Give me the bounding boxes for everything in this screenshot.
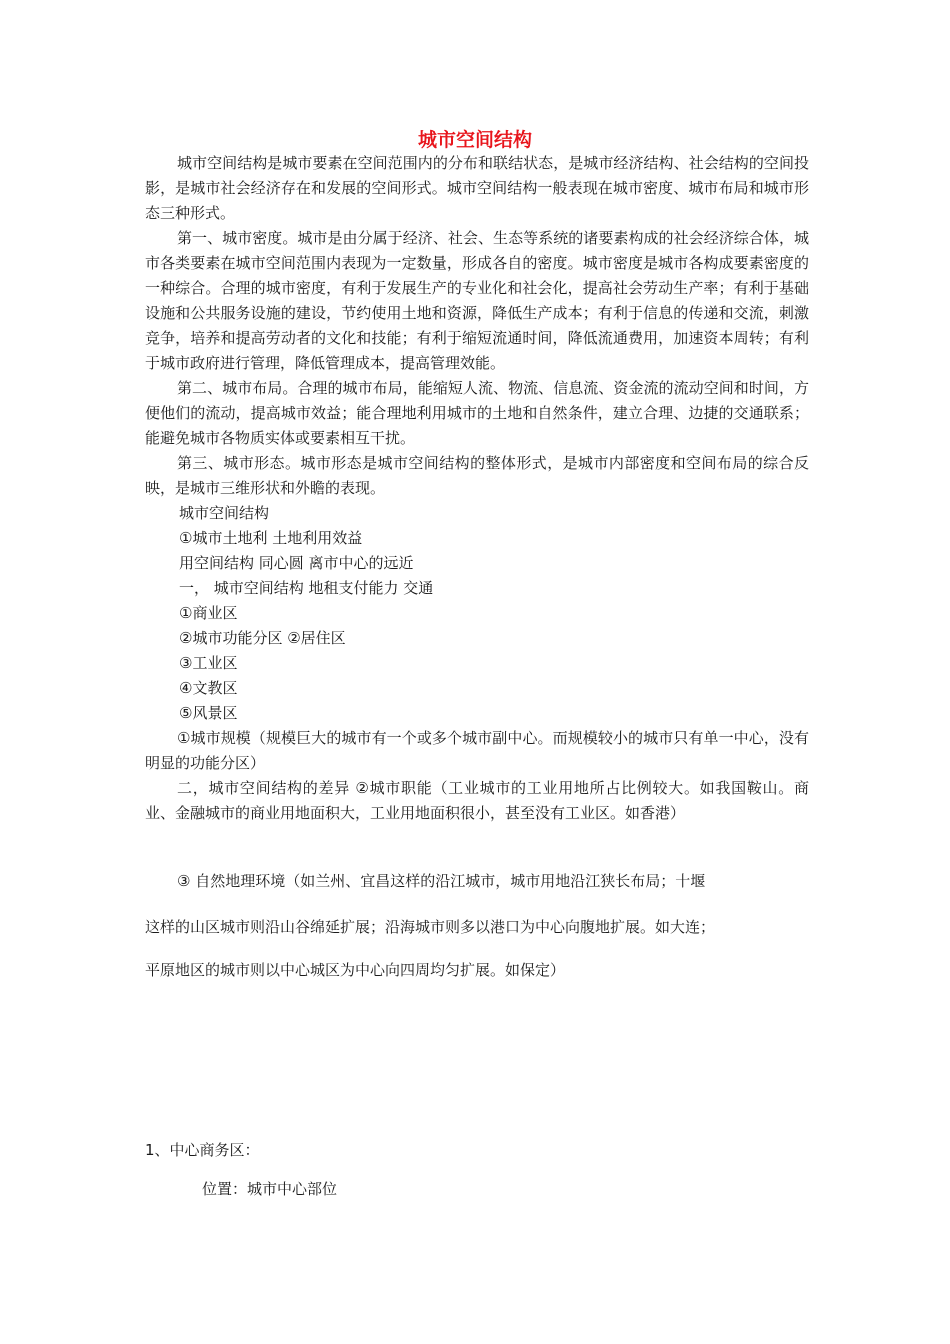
outline-line: ①商业区 (179, 604, 238, 622)
cbd-location: 位置：城市中心部位 (202, 1180, 338, 1198)
outline-line: ②城市功能分区 ②居住区 (179, 629, 346, 647)
density-paragraph: 第一、城市密度。城市是由分属于经济、社会、生态等系统的诸要素构成的社会经济综合体，城市各类要素在城市空间范围内表现为一定数量，形成各自的密度。城市密度是城市各构成要素密度的一种综合。合理的城市密度，有利于发展生产的专业化和社会化，提高社会劳动生产率；有利于基础设施和公共服务设施的建设，节约使用土地和资源，降低生产成本；有利于信息的传递和交流，刺激竞争，培养和提高劳动者的文化和技能；有利于缩短流通时间，降低流通费用，加速资本周转；有利于城市政府进行管理，降低管理成本，提高管理效能。 (145, 229, 809, 372)
outline-line: ⑤风景区 (179, 704, 238, 722)
difference-paragraph: 二，城市空间结构的差异 ②城市职能（工业城市的工业用地所占比例较大。如我国鞍山。商业、金融城市的商业用地面积大，工业用地面积很小，甚至没有工业区。如香港） (145, 779, 809, 822)
environment-line: 平原地区的城市则以中心城区为中心向四周均匀扩展。如保定） (145, 961, 566, 979)
outline-line: ③工业区 (179, 654, 238, 672)
main-text (145, 151, 809, 826)
page-title: 城市空间结构 (417, 129, 532, 151)
layout-paragraph: 第二、城市布局。合理的城市布局，能缩短人流、物流、信息流、资金流的流动空间和时间，方便他们的流动，提高城市效益；能合理地利用城市的土地和自然条件，建立合理、边捷的交通联系；能避免城市各物质实体或要素相互干扰。 (145, 379, 809, 447)
environment-line: 这样的山区城市则沿山谷绵延扩展；沿海城市则多以港口为中心向腹地扩展。如大连； (145, 918, 716, 936)
outline-line: ①城市土地利 土地利用效益 (179, 529, 363, 547)
cbd-heading: 1、中心商务区： (145, 1141, 260, 1159)
outline-line: ④文教区 (179, 679, 238, 697)
outline-line: 用空间结构 同心圆 离市中心的远近 (179, 554, 414, 572)
outline-line: 城市空间结构 (179, 504, 270, 522)
environment-line: ③ 自然地理环境（如兰州、宜昌这样的沿江城市，城市用地沿江狭长布局；十堰 (177, 872, 706, 890)
scale-paragraph: ①城市规模（规模巨大的城市有一个或多个城市副中心。而规模较小的城市只有单一中心，没有明显的功能分区） (145, 729, 809, 772)
form-paragraph: 第三、城市形态。城市形态是城市空间结构的整体形式，是城市内部密度和空间布局的综合反映，是城市三维形状和外瞻的表现。 (145, 454, 809, 497)
intro-paragraph: 城市空间结构是城市要素在空间范围内的分布和联结状态，是城市经济结构、社会结构的空间投影，是城市社会经济存在和发展的空间形式。城市空间结构一般表现在城市密度、城市布局和城市形态三种形式。 (145, 154, 809, 222)
outline-line: 一， 城市空间结构 地租支付能力 交通 (179, 579, 434, 597)
